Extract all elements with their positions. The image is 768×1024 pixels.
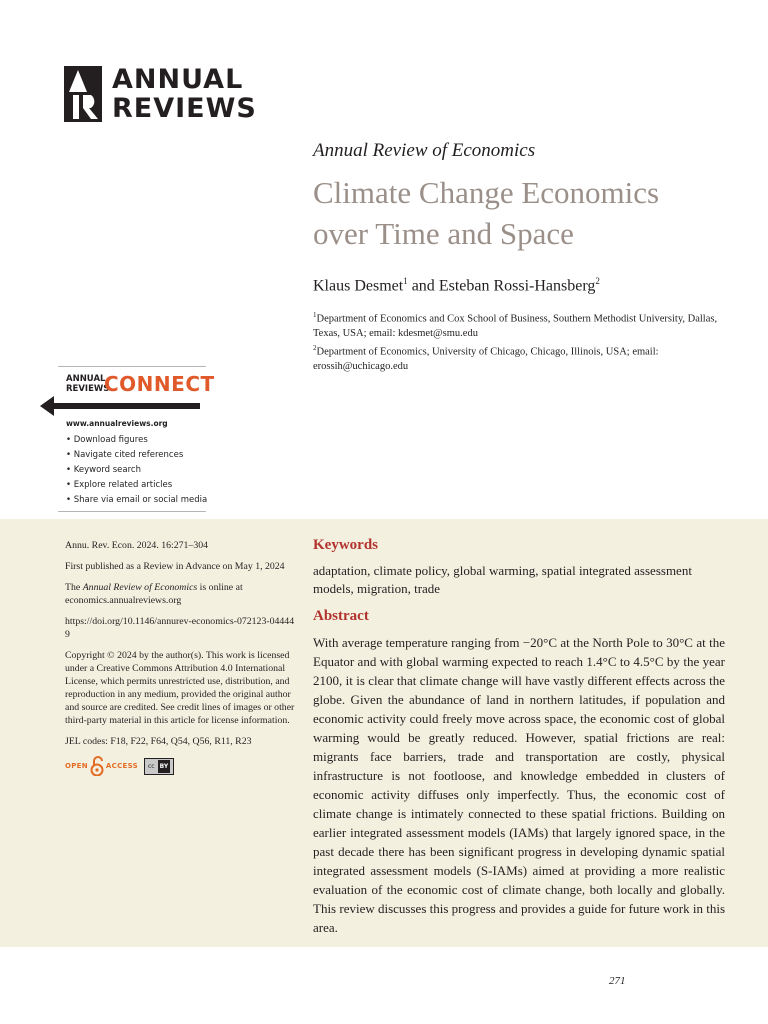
affiliation-text: Department of Economics, University of Chicago, Chicago, Illinois, USA; email: erossih@uchicago.edu <box>313 346 659 372</box>
connect-small-text: ANNUAL <box>66 374 106 384</box>
author-affiliation-marker: 2 <box>595 276 600 286</box>
abstract-heading: Abstract <box>313 608 369 624</box>
keywords-text: adaptation, climate policy, global warming, spatial integrated assessment models, migration, trade <box>313 563 692 596</box>
connect-logo <box>66 374 215 394</box>
abstract-text: With average temperature ranging from −20°C at the North Pole to 30°C at the Equator and with global warming expected to reach 1.4°C to 4.5°C by the year 2100, it is clear that climate change will have vastly different effects across the globe. Given the abundance of land in northern latitudes, if population and economic activity could freely move across space, the economic cost of global warming would be greatly reduced. However, spatial frictions are real: migrants face barriers, trade and transportation are costly, physical infrastructure is not footloose, and knowledge embedded in clusters of economic activity diffuses only imperfectly. Thus, the economic cost of climate change is intimately connected to these spatial frictions. Building on earlier integrated assessment models (IAMs) that largely ignored space, in the past decade there has been significant progress in developing dynamic spatial integrated assessment models (S-IAMs) aimed at providing a more realistic evaluation of the economic cost of climate change, both locally and globally. This review discusses this progress and provides a guide for future work in this area. <box>313 635 725 935</box>
doi-link[interactable]: https://doi.org/10.1146/annurev-economics-072123-044449 <box>65 616 295 640</box>
divider <box>58 511 206 512</box>
title-line-2: over Time and Space <box>313 216 574 251</box>
open-access-badge <box>65 756 295 776</box>
open-label: OPEN <box>65 761 88 770</box>
article-metadata <box>65 539 295 776</box>
first-published-note: First published as a Review in Advance on May 1, 2024 <box>65 561 285 572</box>
online-note <box>65 581 295 607</box>
ar-logo-icon <box>64 66 102 122</box>
annual-reviews-logo <box>64 65 257 123</box>
author-list <box>313 276 600 295</box>
affiliation-text: Department of Economics and Cox School of Business, Southern Methodist University, Dallas, Texas, USA; email: kdesmet@smu.edu <box>313 313 718 339</box>
jel-codes: JEL codes: F18, F22, F64, Q54, Q56, R11, R23 <box>65 736 252 747</box>
logo-text-annual: ANNUAL <box>112 64 244 95</box>
page-number: 271 <box>609 975 626 987</box>
connect-features-list <box>66 433 207 508</box>
connect-small-text: REVIEWS <box>66 384 110 394</box>
abstract-section <box>313 537 725 937</box>
copyright-notice: Copyright © 2024 by the author(s). This work is licensed under a Creative Commons Attribution 4.0 International License, which permits unrestricted use, distribution, and reproduction in any medium, provided the original author and source are credited. See credit lines of images or other third-party material in this article for license information. <box>65 650 295 726</box>
author-name: Esteban Rossi-Hansberg <box>438 277 596 295</box>
affiliation-marker: 1 <box>313 311 317 319</box>
connect-wordmark: CONNECT <box>104 372 215 396</box>
list-item: • Download figures <box>66 433 207 448</box>
journal-name: Annual Review of Economics <box>313 140 536 161</box>
author-joiner: and <box>407 277 439 295</box>
citation: Annu. Rev. Econ. 2024. 16:271–304 <box>65 540 209 551</box>
connect-url-link[interactable]: www.annualreviews.org <box>66 419 168 428</box>
list-item: • Explore related articles <box>66 478 207 493</box>
affiliation-2 <box>313 341 728 374</box>
open-lock-icon <box>90 756 104 776</box>
affiliation-marker: 2 <box>313 344 317 352</box>
affiliation-1 <box>313 308 728 341</box>
keywords-heading: Keywords <box>313 537 378 553</box>
author-name: Klaus Desmet <box>313 277 404 295</box>
online-note-post: is online at economics.annualreviews.org <box>65 582 243 606</box>
list-item: • Keyword search <box>66 463 207 478</box>
arrow-left-icon <box>40 396 200 416</box>
divider <box>58 366 206 367</box>
title-line-1: Climate Change Economics <box>313 175 660 210</box>
online-note-pre: The <box>65 582 83 593</box>
list-item: • Share via email or social media <box>66 493 207 508</box>
online-note-journal: Annual Review of Economics <box>82 582 198 593</box>
article-title <box>313 172 733 254</box>
by-label: BY <box>158 760 171 773</box>
list-item: • Navigate cited references <box>66 448 207 463</box>
logo-text-reviews: REVIEWS <box>112 93 257 124</box>
author-affiliation-marker: 1 <box>403 276 408 286</box>
cc-by-license-badge[interactable] <box>144 758 174 775</box>
cc-label: cc <box>147 762 155 770</box>
access-label: ACCESS <box>105 761 138 770</box>
